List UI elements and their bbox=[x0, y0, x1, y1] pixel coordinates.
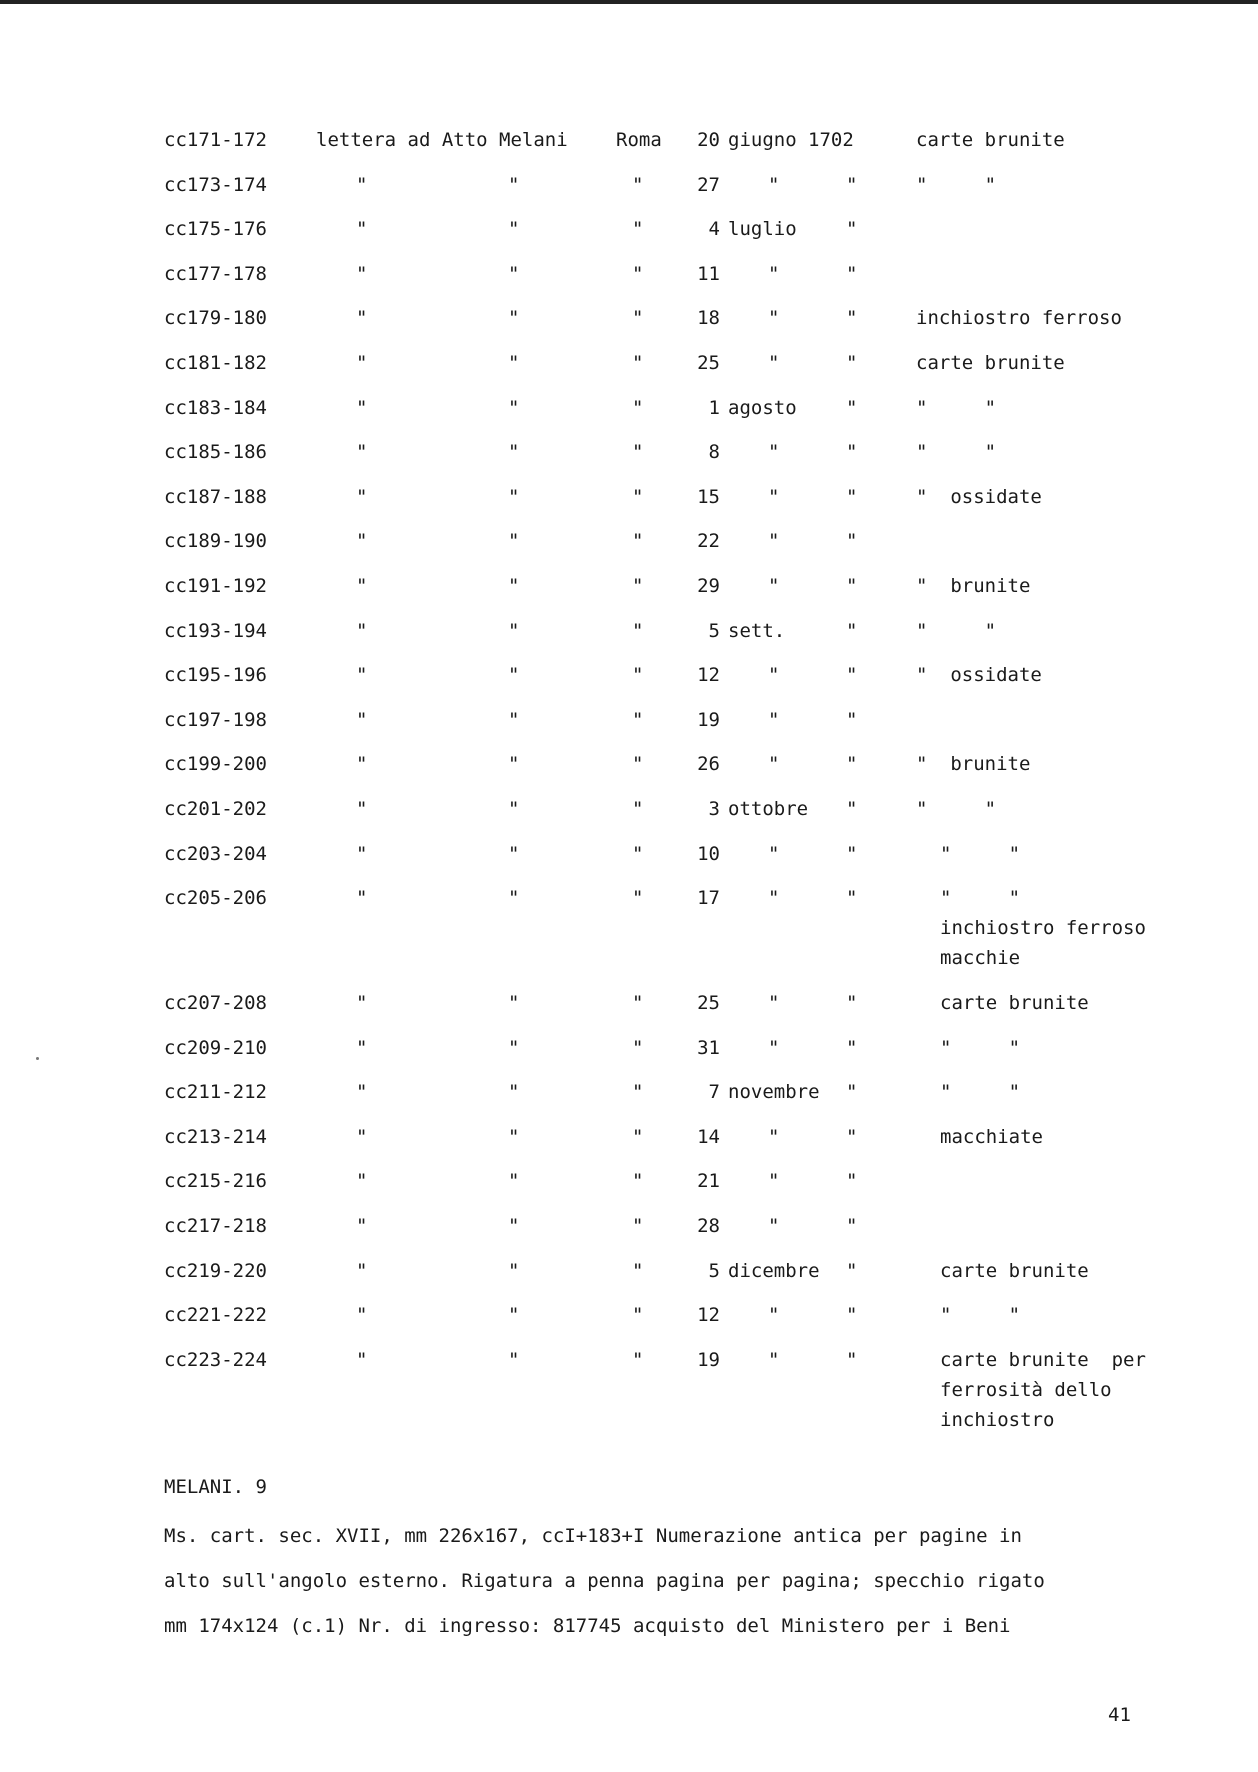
ledger-row bbox=[0, 991, 1258, 1036]
folio-range: cc193-194 bbox=[164, 619, 267, 642]
folio-range: cc209-210 bbox=[164, 1036, 267, 1059]
day: 26 bbox=[697, 753, 720, 776]
ditto-mark-place: " bbox=[632, 664, 644, 687]
folio-range: cc189-190 bbox=[164, 530, 267, 553]
ledger-row bbox=[0, 752, 1258, 797]
day: 12 bbox=[697, 1304, 720, 1327]
year: 1702 bbox=[808, 129, 854, 151]
year: " bbox=[846, 1036, 858, 1059]
month: " bbox=[768, 1170, 780, 1193]
condition-note: " " bbox=[916, 173, 997, 196]
ditto-mark-addressee: " bbox=[508, 708, 520, 731]
place: Roma bbox=[616, 129, 662, 151]
day: 27 bbox=[697, 173, 720, 196]
folio-range: cc207-208 bbox=[164, 992, 267, 1015]
month: " bbox=[768, 485, 780, 508]
ditto-mark-place: " bbox=[632, 351, 644, 374]
ledger-row bbox=[0, 396, 1258, 441]
condition-note: macchiate bbox=[940, 1125, 1043, 1148]
ditto-mark-desc: " bbox=[356, 797, 368, 820]
ditto-mark-place: " bbox=[632, 1304, 644, 1327]
ditto-mark-desc: " bbox=[356, 1259, 368, 1282]
ditto-mark-place: " bbox=[632, 753, 644, 776]
ditto-mark-addressee: " bbox=[508, 797, 520, 820]
condition-note: carte brunite bbox=[916, 129, 1065, 151]
condition-note: " " bbox=[940, 1036, 1021, 1059]
day: 11 bbox=[697, 262, 720, 285]
ledger-row bbox=[0, 619, 1258, 664]
ditto-mark-desc: " bbox=[356, 842, 368, 865]
year: " bbox=[846, 1348, 858, 1371]
ditto-mark-place: " bbox=[632, 619, 644, 642]
year: " bbox=[846, 173, 858, 196]
day: 10 bbox=[697, 842, 720, 865]
letter-ledger bbox=[0, 128, 1258, 1466]
folio-range: cc171-172 bbox=[164, 129, 267, 151]
month: " bbox=[768, 1036, 780, 1059]
description-line: mm 174x124 (c.1) Nr. di ingresso: 817745 acquisto del Ministero per i Beni bbox=[164, 1615, 1011, 1637]
year: " bbox=[846, 797, 858, 820]
month: " bbox=[768, 887, 780, 910]
day: 19 bbox=[697, 708, 720, 731]
folio-range: cc191-192 bbox=[164, 574, 267, 597]
ditto-mark-addressee: " bbox=[508, 1081, 520, 1104]
ledger-row bbox=[0, 842, 1258, 887]
ledger-rows bbox=[0, 173, 1258, 1466]
folio-range: cc183-184 bbox=[164, 396, 267, 419]
day: 5 bbox=[708, 619, 720, 642]
condition-note-line2: inchiostro ferroso bbox=[940, 917, 1146, 940]
year: " bbox=[846, 753, 858, 776]
ledger-row bbox=[0, 1259, 1258, 1304]
year: " bbox=[846, 1259, 858, 1282]
folio-range: cc217-218 bbox=[164, 1215, 267, 1238]
folio-range: cc173-174 bbox=[164, 173, 267, 196]
ledger-row bbox=[0, 529, 1258, 574]
day: 12 bbox=[697, 664, 720, 687]
ledger-row bbox=[0, 217, 1258, 262]
month: luglio bbox=[728, 218, 797, 241]
day: 14 bbox=[697, 1125, 720, 1148]
ditto-mark-place: " bbox=[632, 1259, 644, 1282]
month: " bbox=[768, 173, 780, 196]
ledger-row bbox=[0, 1125, 1258, 1170]
day: 25 bbox=[697, 992, 720, 1015]
ditto-mark-place: " bbox=[632, 262, 644, 285]
condition-note: carte brunite bbox=[940, 1259, 1089, 1282]
year: " bbox=[846, 441, 858, 464]
condition-note: carte brunite bbox=[940, 992, 1089, 1015]
ditto-mark-place: " bbox=[632, 574, 644, 597]
page-number: 41 bbox=[1108, 1704, 1131, 1726]
ditto-mark-place: " bbox=[632, 530, 644, 553]
description-line: alto sull'angolo esterno. Rigatura a penna pagina per pagina; specchio rigato bbox=[164, 1570, 1045, 1592]
ditto-mark-desc: " bbox=[356, 1036, 368, 1059]
folio-range: cc181-182 bbox=[164, 351, 267, 374]
day: 4 bbox=[708, 218, 720, 241]
day: 17 bbox=[697, 887, 720, 910]
day: 3 bbox=[708, 797, 720, 820]
ditto-mark-addressee: " bbox=[508, 1125, 520, 1148]
ditto-mark-desc: " bbox=[356, 1170, 368, 1193]
ditto-mark-place: " bbox=[632, 173, 644, 196]
ditto-mark-addressee: " bbox=[508, 1348, 520, 1371]
year: " bbox=[846, 992, 858, 1015]
ditto-mark-place: " bbox=[632, 485, 644, 508]
ledger-row bbox=[0, 1214, 1258, 1259]
folio-range: cc179-180 bbox=[164, 307, 267, 330]
ditto-mark-addressee: " bbox=[508, 619, 520, 642]
year: " bbox=[846, 530, 858, 553]
ditto-mark-place: " bbox=[632, 842, 644, 865]
folio-range: cc185-186 bbox=[164, 441, 267, 464]
folio-range: cc199-200 bbox=[164, 753, 267, 776]
month: " bbox=[768, 1215, 780, 1238]
ditto-mark-place: " bbox=[632, 396, 644, 419]
day: 1 bbox=[708, 396, 720, 419]
ditto-mark-place: " bbox=[632, 887, 644, 910]
ditto-mark-desc: " bbox=[356, 307, 368, 330]
ditto-mark-desc: " bbox=[356, 396, 368, 419]
condition-note: " " bbox=[916, 441, 997, 464]
condition-note: " " bbox=[940, 842, 1021, 865]
ditto-mark-place: " bbox=[632, 1125, 644, 1148]
ledger-row bbox=[0, 1348, 1258, 1466]
ditto-mark-addressee: " bbox=[508, 530, 520, 553]
month: dicembre bbox=[728, 1259, 820, 1282]
month: novembre bbox=[728, 1081, 820, 1104]
ditto-mark-place: " bbox=[632, 218, 644, 241]
year: " bbox=[846, 1081, 858, 1104]
condition-note: " brunite bbox=[916, 753, 1031, 776]
shelfmark: MELANI. 9 bbox=[164, 1476, 267, 1498]
ledger-row bbox=[0, 1303, 1258, 1348]
day: 22 bbox=[697, 530, 720, 553]
day: 31 bbox=[697, 1036, 720, 1059]
ditto-mark-place: " bbox=[632, 1081, 644, 1104]
folio-range: cc205-206 bbox=[164, 887, 267, 910]
year: " bbox=[846, 574, 858, 597]
day: 20 bbox=[697, 129, 720, 151]
month: " bbox=[768, 351, 780, 374]
month: " bbox=[768, 664, 780, 687]
ledger-row bbox=[0, 485, 1258, 530]
condition-note: " ossidate bbox=[916, 664, 1042, 687]
folio-range: cc221-222 bbox=[164, 1304, 267, 1327]
ditto-mark-addressee: " bbox=[508, 218, 520, 241]
month: " bbox=[768, 1348, 780, 1371]
folio-range: cc195-196 bbox=[164, 664, 267, 687]
ledger-row bbox=[0, 262, 1258, 307]
condition-note: " " bbox=[940, 1081, 1021, 1104]
condition-note: " " bbox=[940, 1304, 1021, 1327]
ledger-header-row bbox=[0, 128, 1258, 173]
day: 29 bbox=[697, 574, 720, 597]
ditto-mark-place: " bbox=[632, 992, 644, 1015]
ledger-row bbox=[0, 351, 1258, 396]
folio-range: cc175-176 bbox=[164, 218, 267, 241]
day: 19 bbox=[697, 1348, 720, 1371]
item-description: lettera ad Atto Melani bbox=[316, 129, 568, 151]
ditto-mark-desc: " bbox=[356, 708, 368, 731]
ledger-row bbox=[0, 1169, 1258, 1214]
ditto-mark-addressee: " bbox=[508, 574, 520, 597]
year: " bbox=[846, 396, 858, 419]
ditto-mark-desc: " bbox=[356, 1348, 368, 1371]
year: " bbox=[846, 887, 858, 910]
ditto-mark-place: " bbox=[632, 708, 644, 731]
ditto-mark-desc: " bbox=[356, 1215, 368, 1238]
ditto-mark-desc: " bbox=[356, 619, 368, 642]
month: " bbox=[768, 1304, 780, 1327]
ledger-row bbox=[0, 797, 1258, 842]
condition-note: inchiostro ferroso bbox=[916, 307, 1122, 330]
ditto-mark-desc: " bbox=[356, 1304, 368, 1327]
ditto-mark-desc: " bbox=[356, 530, 368, 553]
ditto-mark-addressee: " bbox=[508, 396, 520, 419]
ditto-mark-addressee: " bbox=[508, 351, 520, 374]
ditto-mark-desc: " bbox=[356, 441, 368, 464]
condition-note-line3: inchiostro bbox=[940, 1408, 1055, 1431]
year: " bbox=[846, 619, 858, 642]
ditto-mark-desc: " bbox=[356, 753, 368, 776]
ditto-mark-addressee: " bbox=[508, 307, 520, 330]
month: ottobre bbox=[728, 797, 809, 820]
condition-note: carte brunite per bbox=[940, 1348, 1146, 1371]
year: " bbox=[846, 485, 858, 508]
condition-note: " ossidate bbox=[916, 485, 1042, 508]
year: " bbox=[846, 708, 858, 731]
ledger-row bbox=[0, 306, 1258, 351]
ledger-row bbox=[0, 663, 1258, 708]
ditto-mark-addressee: " bbox=[508, 887, 520, 910]
condition-note: " " bbox=[916, 396, 997, 419]
year: " bbox=[846, 1215, 858, 1238]
folio-range: cc201-202 bbox=[164, 797, 267, 820]
ditto-mark-desc: " bbox=[356, 351, 368, 374]
ditto-mark-addressee: " bbox=[508, 1170, 520, 1193]
ditto-mark-addressee: " bbox=[508, 173, 520, 196]
ditto-mark-desc: " bbox=[356, 992, 368, 1015]
month: " bbox=[768, 1125, 780, 1148]
manuscript-description bbox=[164, 1524, 1164, 1659]
ditto-mark-place: " bbox=[632, 797, 644, 820]
ledger-row bbox=[0, 1036, 1258, 1081]
day: 21 bbox=[697, 1170, 720, 1193]
ditto-mark-addressee: " bbox=[508, 992, 520, 1015]
ledger-row bbox=[0, 708, 1258, 753]
ledger-row bbox=[0, 440, 1258, 485]
month: " bbox=[768, 530, 780, 553]
month: giugno bbox=[728, 129, 797, 151]
year: " bbox=[846, 262, 858, 285]
year: " bbox=[846, 1125, 858, 1148]
ditto-mark-place: " bbox=[632, 1036, 644, 1059]
ditto-mark-place: " bbox=[632, 1348, 644, 1371]
condition-note: carte brunite bbox=[916, 351, 1065, 374]
day: 15 bbox=[697, 485, 720, 508]
ledger-row bbox=[0, 886, 1258, 991]
condition-note: " " bbox=[940, 887, 1021, 910]
ditto-mark-desc: " bbox=[356, 485, 368, 508]
year: " bbox=[846, 842, 858, 865]
ledger-row bbox=[0, 574, 1258, 619]
month: " bbox=[768, 842, 780, 865]
ditto-mark-addressee: " bbox=[508, 664, 520, 687]
month: sett. bbox=[728, 619, 786, 642]
month: " bbox=[768, 708, 780, 731]
ditto-mark-desc: " bbox=[356, 664, 368, 687]
month: " bbox=[768, 574, 780, 597]
day: 7 bbox=[708, 1081, 720, 1104]
day: 28 bbox=[697, 1215, 720, 1238]
ditto-mark-desc: " bbox=[356, 574, 368, 597]
year: " bbox=[846, 1170, 858, 1193]
folio-range: cc177-178 bbox=[164, 262, 267, 285]
year: " bbox=[846, 1304, 858, 1327]
ditto-mark-addressee: " bbox=[508, 1259, 520, 1282]
ditto-mark-addressee: " bbox=[508, 1036, 520, 1059]
ditto-mark-desc: " bbox=[356, 1081, 368, 1104]
ditto-mark-addressee: " bbox=[508, 485, 520, 508]
ditto-mark-place: " bbox=[632, 1170, 644, 1193]
month: " bbox=[768, 262, 780, 285]
condition-note: " " bbox=[916, 797, 997, 820]
ditto-mark-place: " bbox=[632, 1215, 644, 1238]
month: " bbox=[768, 753, 780, 776]
folio-range: cc187-188 bbox=[164, 485, 267, 508]
year: " bbox=[846, 664, 858, 687]
ditto-mark-place: " bbox=[632, 307, 644, 330]
ditto-mark-addressee: " bbox=[508, 262, 520, 285]
folio-range: cc223-224 bbox=[164, 1348, 267, 1371]
condition-note-line3: macchie bbox=[940, 947, 1021, 970]
condition-note: " brunite bbox=[916, 574, 1031, 597]
condition-note: " " bbox=[916, 619, 997, 642]
folio-range: cc211-212 bbox=[164, 1081, 267, 1104]
ledger-row bbox=[0, 1080, 1258, 1125]
month: agosto bbox=[728, 396, 797, 419]
ditto-mark-desc: " bbox=[356, 173, 368, 196]
folio-range: cc203-204 bbox=[164, 842, 267, 865]
folio-range: cc219-220 bbox=[164, 1259, 267, 1282]
description-line: Ms. cart. sec. XVII, mm 226x167, ccI+183+I Numerazione antica per pagine in bbox=[164, 1525, 1022, 1547]
ditto-mark-desc: " bbox=[356, 887, 368, 910]
day: 25 bbox=[697, 351, 720, 374]
year: " bbox=[846, 307, 858, 330]
ditto-mark-addressee: " bbox=[508, 1215, 520, 1238]
ditto-mark-addressee: " bbox=[508, 1304, 520, 1327]
day: 8 bbox=[708, 441, 720, 464]
scan-top-edge bbox=[0, 0, 1258, 4]
ledger-row bbox=[0, 173, 1258, 218]
ditto-mark-desc: " bbox=[356, 262, 368, 285]
ditto-mark-addressee: " bbox=[508, 753, 520, 776]
ditto-mark-desc: " bbox=[356, 218, 368, 241]
condition-note-line2: ferrosità dello bbox=[940, 1378, 1112, 1401]
folio-range: cc215-216 bbox=[164, 1170, 267, 1193]
ditto-mark-addressee: " bbox=[508, 842, 520, 865]
year: " bbox=[846, 218, 858, 241]
ditto-mark-place: " bbox=[632, 441, 644, 464]
month: " bbox=[768, 307, 780, 330]
month: " bbox=[768, 992, 780, 1015]
folio-range: cc213-214 bbox=[164, 1125, 267, 1148]
ditto-mark-desc: " bbox=[356, 1125, 368, 1148]
folio-range: cc197-198 bbox=[164, 708, 267, 731]
day: 5 bbox=[708, 1259, 720, 1282]
ditto-mark-addressee: " bbox=[508, 441, 520, 464]
year: " bbox=[846, 351, 858, 374]
month: " bbox=[768, 441, 780, 464]
day: 18 bbox=[697, 307, 720, 330]
